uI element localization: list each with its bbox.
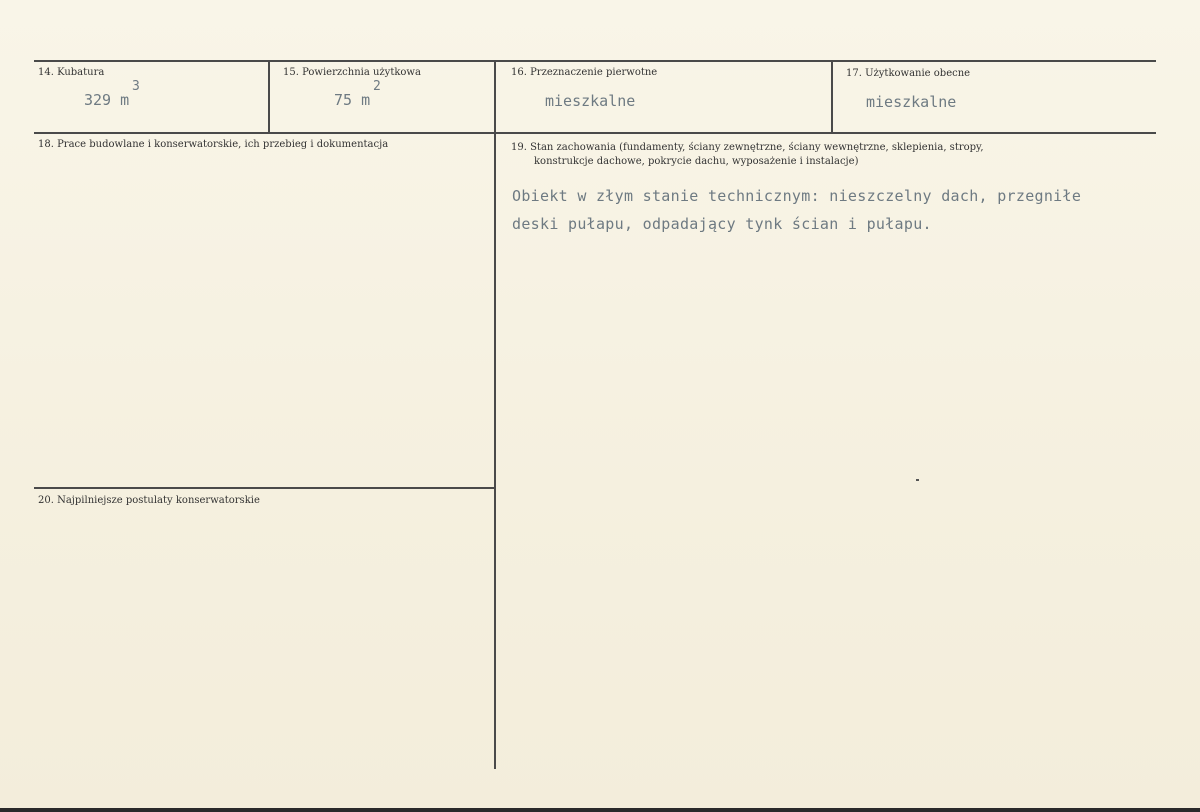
divider-14-15 [268, 60, 270, 134]
field-20-label: 20. Najpilniejsze postulaty konserwatorskie [38, 495, 260, 506]
field-17-label: 17. Użytkowanie obecne [846, 68, 971, 79]
field-18-label: 18. Prace budowlane i konserwatorskie, ich przebieg i dokumentacja [38, 139, 389, 150]
field-19-label-line2: konstrukcje dachowe, pokrycie dachu, wyposażenie i instalacje) [534, 156, 859, 167]
field-15-value: 75 m [334, 91, 371, 109]
field-19-text-line1: Obiekt w złym stanie technicznym: nieszczelny dach, przegniłe [512, 187, 1082, 205]
field-15-superscript: 2 [373, 79, 381, 94]
main-column-divider [494, 60, 496, 769]
field-14-label: 14. Kubatura [38, 67, 105, 78]
field-19-text-line2: deski pułapu, odpadający tynk ścian i pułapu. [512, 215, 932, 233]
row18-bottom-rule [34, 487, 495, 489]
row1-bottom-rule [34, 132, 1156, 134]
field-17-value: mieszkalne [866, 93, 957, 111]
field-15-label: 15. Powierzchnia użytkowa [283, 67, 421, 78]
field-19-typed-text [512, 182, 1162, 238]
ink-speck [916, 479, 919, 481]
card-bottom-edge [0, 808, 1200, 812]
field-14-value: 329 m [84, 91, 130, 109]
divider-16-17 [831, 60, 833, 134]
field-16-label: 16. Przeznaczenie pierwotne [511, 67, 658, 78]
field-19-label-line1: 19. Stan zachowania (fundamenty, ściany zewnętrzne, ściany wewnętrzne, sklepienia, stropy, [511, 142, 984, 153]
top-rule [34, 60, 1156, 62]
field-14-superscript: 3 [132, 79, 140, 94]
field-16-value: mieszkalne [545, 92, 636, 110]
